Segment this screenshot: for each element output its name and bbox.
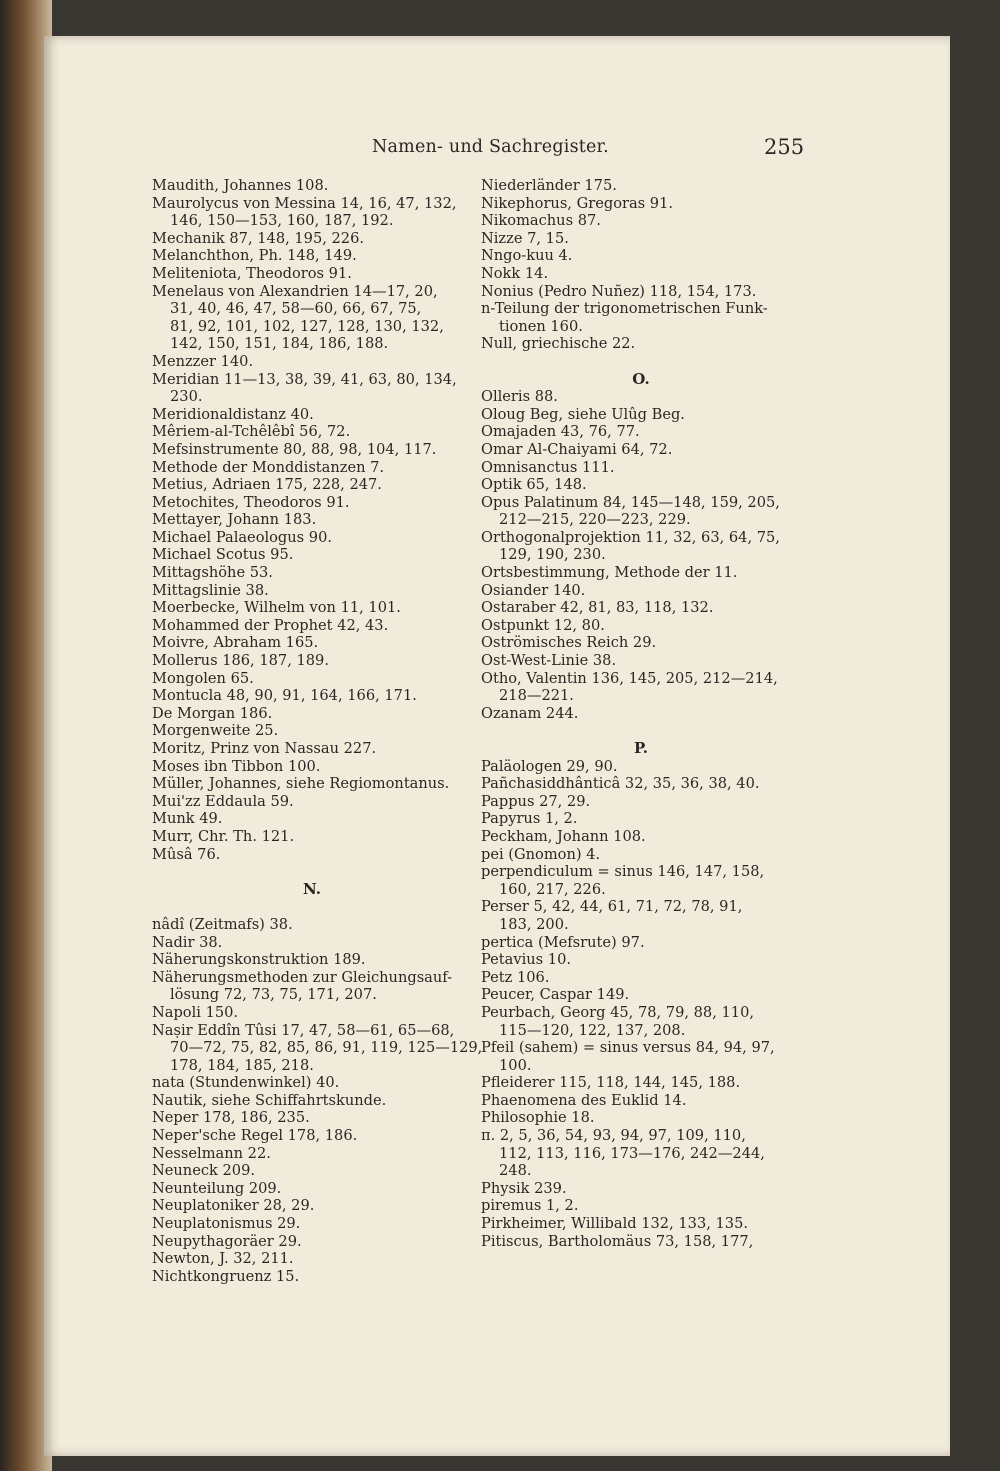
index-entry-continuation: lösung 72, 73, 75, 171, 207.	[170, 986, 377, 1004]
section-letter-heading: P.	[633, 739, 649, 757]
index-entry: Olleris 88.	[481, 388, 558, 406]
index-entry: Meridionaldistanz 40.	[152, 405, 314, 423]
section-spacer	[481, 722, 801, 740]
index-entry: Peucer, Caspar 149.	[481, 986, 630, 1004]
index-entry: Neper 178, 186, 235.	[152, 1109, 310, 1127]
index-entry: Nadir 38.	[152, 933, 223, 951]
index-entry-continuation: 248.	[499, 1162, 532, 1180]
index-entry-continuation: 178, 184, 185, 218.	[170, 1056, 314, 1074]
index-entry-continuation: 183, 200.	[499, 915, 569, 933]
index-entry: Ostaraber 42, 81, 83, 118, 132.	[481, 599, 714, 617]
index-entry-continuation: 142, 150, 151, 184, 186, 188.	[170, 335, 389, 353]
index-column-left	[152, 177, 483, 1285]
index-entry: Neunteilung 209.	[152, 1179, 282, 1197]
index-entry: Neuneck 209.	[152, 1162, 255, 1180]
index-entry: Neupythagoräer 29.	[152, 1232, 302, 1250]
index-entry: Menzzer 140.	[152, 352, 254, 370]
index-entry: Metius, Adriaen 175, 228, 247.	[152, 476, 382, 494]
section-spacer	[152, 898, 472, 916]
index-entry: Näherungsmethoden zur Gleichungsauf-	[152, 968, 453, 986]
index-entry-continuation: 100.	[499, 1056, 532, 1074]
index-entry: Mechanik 87, 148, 195, 226.	[152, 229, 365, 247]
index-entry: Omnisanctus 111.	[481, 458, 615, 476]
index-entry: Morgenweite 25.	[152, 722, 279, 740]
index-entry: Mui'zz Eddaula 59.	[152, 792, 294, 810]
index-entry: Murr, Chr. Th. 121.	[152, 827, 295, 845]
section-spacer	[481, 353, 801, 371]
index-entry: nâdî (Zeitmafs) 38.	[152, 915, 293, 933]
index-entry: Moerbecke, Wilhelm von 11, 101.	[152, 599, 401, 617]
index-entry: Mollerus 186, 187, 189.	[152, 652, 329, 670]
index-entry-continuation: 218—221.	[499, 687, 574, 705]
index-entry: Moses ibn Tibbon 100.	[152, 757, 321, 775]
index-entry: Maudith, Johannes 108.	[152, 177, 329, 194]
index-entry: Oströmisches Reich 29.	[481, 634, 657, 652]
index-entry-continuation: 129, 190, 230.	[499, 546, 606, 564]
index-entry: Petavius 10.	[481, 951, 572, 969]
index-entry: Philosophie 18.	[481, 1109, 595, 1127]
running-title: Namen- und Sachregister.	[372, 137, 609, 157]
index-entry: Montucla 48, 90, 91, 164, 166, 171.	[152, 687, 417, 705]
index-entry: Meliteniota, Theodoros 91.	[152, 264, 352, 282]
index-entry: Mittagslinie 38.	[152, 581, 269, 599]
index-entry: Osiander 140.	[481, 581, 586, 599]
index-entry: Michael Palaeologus 90.	[152, 528, 333, 546]
index-entry: Müller, Johannes, siehe Regiomontanus.	[152, 775, 450, 793]
index-entry: perpendiculum = sinus 146, 147, 158,	[481, 863, 765, 881]
index-entry-continuation: 70—72, 75, 82, 85, 86, 91, 119, 125—129,	[170, 1039, 483, 1057]
index-entry: Menelaus von Alexandrien 14—17, 20,	[152, 282, 438, 300]
index-entry: Maurolycus von Messina 14, 16, 47, 132,	[152, 194, 457, 212]
index-entry: Moivre, Abraham 165.	[152, 634, 319, 652]
index-entry: Papyrus 1, 2.	[481, 810, 578, 828]
index-entry: Petz 106.	[481, 968, 550, 986]
page-number: 255	[764, 135, 805, 159]
index-entry: Pappus 27, 29.	[481, 792, 591, 810]
index-entry: Mittagshöhe 53.	[152, 564, 273, 582]
index-entry: Mefsinstrumente 80, 88, 98, 104, 117.	[152, 440, 437, 458]
index-entry: Mettayer, Johann 183.	[152, 511, 317, 529]
index-entry-continuation: 115—120, 122, 137, 208.	[499, 1021, 686, 1039]
index-entry: Metochites, Theodoros 91.	[152, 493, 350, 511]
index-entry: π. 2, 5, 36, 54, 93, 94, 97, 109, 110,	[481, 1127, 746, 1145]
index-entry-continuation: 212—215, 220—223, 229.	[499, 511, 691, 529]
index-entry: Peurbach, Georg 45, 78, 79, 88, 110,	[481, 1003, 754, 1021]
index-entry: piremus 1, 2.	[481, 1197, 579, 1215]
index-entry: Nichtkongruenz 15.	[152, 1267, 300, 1285]
index-entry: Mûsâ 76.	[152, 845, 221, 863]
section-letter-heading: N.	[303, 879, 321, 898]
index-entry: Pfleiderer 115, 118, 144, 145, 188.	[481, 1074, 741, 1092]
index-entry: Pirkheimer, Willibald 132, 133, 135.	[481, 1215, 748, 1233]
index-entry: Omajaden 43, 76, 77.	[481, 423, 640, 441]
section-spacer	[152, 863, 472, 881]
index-entry: Peckham, Johann 108.	[481, 827, 646, 845]
running-header	[0, 137, 1000, 161]
index-entry: Nokk 14.	[481, 264, 549, 282]
index-entry: Napoli 150.	[152, 1003, 239, 1021]
index-entry: Nikomachus 87.	[481, 212, 601, 230]
index-entry: n-Teilung der trigonometrischen Funk-	[481, 300, 768, 318]
index-entry-continuation: 31, 40, 46, 47, 58—60, 66, 67, 75,	[170, 300, 422, 318]
index-entry: Moritz, Prinz von Nassau 227.	[152, 740, 377, 757]
index-entry: Ost-West-Linie 38.	[481, 652, 617, 670]
index-entry: Michael Scotus 95.	[152, 546, 294, 564]
index-entry: De Morgan 186.	[152, 704, 273, 722]
index-entry: Pfeil (sahem) = sinus versus 84, 94, 97,	[481, 1039, 775, 1057]
index-entry-continuation: 146, 150—153, 160, 187, 192.	[170, 212, 394, 230]
index-entry: Pitiscus, Bartholomäus 73, 158, 177,	[481, 1232, 754, 1250]
index-entry: Meridian 11—13, 38, 39, 41, 63, 80, 134,	[152, 370, 457, 388]
index-entry: Melanchthon, Ph. 148, 149.	[152, 247, 357, 265]
index-column-right	[481, 177, 801, 1250]
index-entry: Nikephorus, Gregoras 91.	[481, 194, 673, 212]
index-entry: Optik 65, 148.	[481, 476, 587, 494]
index-entry: Munk 49.	[152, 810, 223, 828]
index-entry: Nngo-kuu 4.	[481, 247, 573, 265]
index-entry-continuation: tionen 160.	[499, 317, 583, 335]
section-letter-heading: O.	[632, 369, 650, 388]
index-entry: Mohammed der Prophet 42, 43.	[152, 616, 389, 634]
index-entry: Phaenomena des Euklid 14.	[481, 1091, 687, 1109]
index-entry: Omar Al-Chaiyami 64, 72.	[481, 440, 673, 458]
index-entry-continuation: 81, 92, 101, 102, 127, 128, 130, 132,	[170, 317, 444, 335]
index-entry: Paläologen 29, 90.	[481, 757, 618, 775]
index-entry: Opus Palatinum 84, 145—148, 159, 205,	[481, 493, 780, 511]
index-entry: Ozanam 244.	[481, 704, 579, 722]
index-entry: Otho, Valentin 136, 145, 205, 212—214,	[481, 669, 778, 687]
index-entry: Null, griechische 22.	[481, 335, 636, 353]
index-entry: Nesselmann 22.	[152, 1144, 271, 1162]
index-entry: Ostpunkt 12, 80.	[481, 616, 605, 634]
index-entry: Orthogonalprojektion 11, 32, 63, 64, 75,	[481, 528, 780, 546]
index-entry: pertica (Mefsrute) 97.	[481, 933, 645, 951]
index-entry-continuation: 160, 217, 226.	[499, 880, 606, 898]
index-entry: Näherungskonstruktion 189.	[152, 951, 366, 969]
index-entry: Mongolen 65.	[152, 669, 254, 687]
index-entry: Newton, J. 32, 211.	[152, 1250, 294, 1268]
index-entry: Neper'sche Regel 178, 186.	[152, 1127, 358, 1145]
index-entry: Neuplatoniker 28, 29.	[152, 1197, 315, 1215]
index-entry: Nizze 7, 15.	[481, 229, 569, 247]
index-entry: Nautik, siehe Schiffahrtskunde.	[152, 1091, 387, 1109]
index-entry: nata (Stundenwinkel) 40.	[152, 1074, 340, 1092]
index-entry: Nonius (Pedro Nuñez) 118, 154, 173.	[481, 282, 757, 300]
index-entry: Physik 239.	[481, 1179, 567, 1197]
index-entry-continuation: 230.	[170, 388, 203, 406]
index-entry: Pañchasiddhânticâ 32, 35, 36, 38, 40.	[481, 775, 760, 793]
index-entry: Niederländer 175.	[481, 177, 617, 194]
index-entry: Neuplatonismus 29.	[152, 1215, 301, 1233]
index-entry: Mêriem-al-Tchêlêbî 56, 72.	[152, 423, 351, 441]
index-entry: pei (Gnomon) 4.	[481, 845, 601, 863]
index-entry: Methode der Monddistanzen 7.	[152, 458, 385, 476]
index-entry: Oloug Beg, siehe Ulûg Beg.	[481, 405, 685, 423]
index-entry-continuation: 112, 113, 116, 173—176, 242—244,	[499, 1144, 765, 1162]
index-entry: Perser 5, 42, 44, 61, 71, 72, 78, 91,	[481, 898, 743, 916]
index-entry: Naṣir Eddîn Tûsi 17, 47, 58—61, 65—68,	[152, 1021, 455, 1039]
index-entry: Ortsbestimmung, Methode der 11.	[481, 564, 738, 582]
